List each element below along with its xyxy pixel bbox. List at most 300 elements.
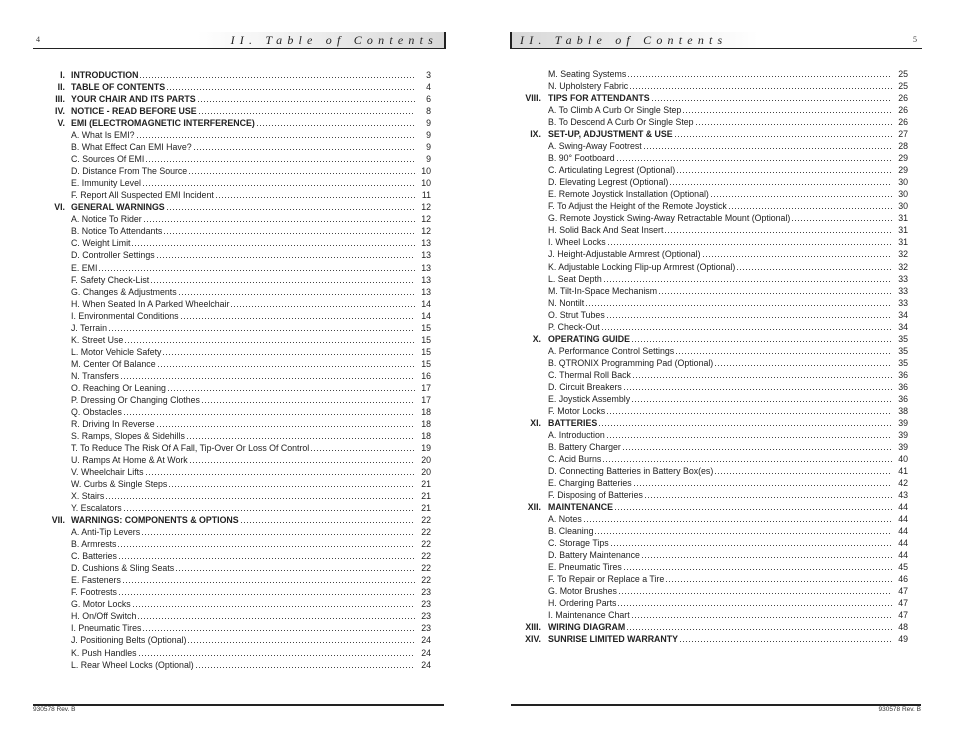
toc-dot-leader bbox=[603, 280, 892, 283]
toc-page-number: 22 bbox=[421, 551, 431, 562]
toc-section-number: III. bbox=[55, 94, 65, 105]
toc-entry-title: C. Batteries bbox=[71, 551, 117, 562]
toc-section-entry[interactable] bbox=[500, 633, 908, 645]
toc-dot-leader bbox=[728, 207, 892, 210]
toc-page-number: 31 bbox=[898, 213, 908, 224]
toc-subsection-entry[interactable] bbox=[500, 465, 908, 477]
toc-subsection-entry[interactable] bbox=[500, 573, 908, 585]
toc-subsection-entry[interactable] bbox=[500, 309, 908, 321]
toc-page-number: 15 bbox=[421, 322, 431, 333]
toc-subsection-entry[interactable] bbox=[500, 561, 908, 573]
toc-page-number: 13 bbox=[421, 274, 431, 285]
footer-doc-number: 930578 Rev. B bbox=[33, 706, 76, 713]
toc-entry-title: N. Nontilt bbox=[548, 297, 585, 308]
toc-entry-title: M. Tilt-In-Space Mechanism bbox=[548, 285, 658, 296]
toc-entry-title: A. Notes bbox=[548, 514, 582, 525]
toc-dot-leader bbox=[631, 616, 892, 619]
toc-entry-title: O. Strut Tubes bbox=[548, 309, 605, 320]
toc-page-number: 42 bbox=[898, 478, 908, 489]
toc-page-number: 25 bbox=[898, 81, 908, 92]
page-number: 5 bbox=[913, 35, 917, 44]
toc-subsection-entry[interactable] bbox=[500, 273, 908, 285]
toc-dot-leader bbox=[631, 400, 892, 403]
toc-subsection-entry[interactable] bbox=[500, 80, 908, 92]
toc-page-number: 20 bbox=[421, 467, 431, 478]
toc-page-number: 9 bbox=[426, 142, 431, 153]
toc-subsection-entry[interactable] bbox=[500, 285, 908, 297]
page-number: 4 bbox=[36, 35, 40, 44]
toc-page-number: 33 bbox=[898, 297, 908, 308]
toc-entry-title: A. Anti-Tip Levers bbox=[71, 527, 141, 538]
toc-dot-leader bbox=[674, 135, 892, 138]
toc-dot-leader bbox=[736, 268, 892, 271]
toc-dot-leader bbox=[631, 340, 892, 343]
toc-page-number: 17 bbox=[421, 394, 431, 405]
toc-entry-title: C. Weight Limit bbox=[71, 238, 131, 249]
toc-dot-leader bbox=[626, 628, 892, 631]
toc-section-number: IX. bbox=[530, 129, 541, 140]
toc-subsection-entry[interactable] bbox=[500, 152, 908, 164]
toc-entry-title: F. Motor Locks bbox=[548, 405, 606, 416]
toc-entry-title: H. Ordering Parts bbox=[548, 598, 617, 609]
toc-page-number: 35 bbox=[898, 333, 908, 344]
toc-page-number: 9 bbox=[426, 130, 431, 141]
toc-dot-leader bbox=[669, 183, 892, 186]
toc-entry-title: E. Remote Joystick Installation (Optional) bbox=[548, 189, 709, 200]
toc-subsection-entry[interactable] bbox=[500, 321, 908, 333]
toc-section-entry[interactable] bbox=[500, 621, 908, 633]
toc-entry-title: I. Maintenance Chart bbox=[548, 610, 630, 621]
toc-section-entry[interactable] bbox=[500, 501, 908, 513]
toc-page-number: 25 bbox=[898, 69, 908, 79]
toc-page-number: 32 bbox=[898, 261, 908, 272]
toc-subsection-entry[interactable] bbox=[500, 261, 908, 273]
toc-subsection-entry[interactable] bbox=[500, 297, 908, 309]
toc-entry-title: F. To Adjust the Height of the Remote Joystick bbox=[548, 201, 727, 212]
toc-subsection-entry[interactable] bbox=[500, 525, 908, 537]
toc-entry-title: L. Seat Depth bbox=[548, 273, 602, 284]
toc-subsection-entry[interactable] bbox=[500, 453, 908, 465]
toc-entry-title: L. Rear Wheel Locks (Optional) bbox=[71, 659, 194, 670]
toc-dot-leader bbox=[594, 532, 892, 535]
toc-dot-leader bbox=[641, 556, 892, 559]
toc-page-number: 12 bbox=[421, 202, 431, 213]
toc-subsection-entry[interactable] bbox=[500, 537, 908, 549]
toc-dot-leader bbox=[676, 171, 892, 174]
toc-page-number: 24 bbox=[421, 635, 431, 646]
toc-page-number: 39 bbox=[898, 441, 908, 452]
toc-subsection-entry[interactable] bbox=[500, 381, 908, 393]
toc-dot-leader bbox=[682, 111, 892, 114]
toc-entry-title: H. Solid Back And Seat Insert bbox=[548, 225, 664, 236]
toc-page-number: 3 bbox=[426, 70, 431, 80]
toc-dot-leader bbox=[679, 640, 892, 643]
section-header-bar bbox=[33, 32, 446, 49]
toc-dot-leader bbox=[602, 460, 892, 463]
toc-page-number: 36 bbox=[898, 381, 908, 392]
toc-subsection-entry[interactable] bbox=[500, 369, 908, 381]
toc-dot-leader bbox=[658, 292, 892, 295]
toc-entry-title: M. Seating Systems bbox=[548, 69, 627, 79]
toc-entry-title: N. Transfers bbox=[71, 370, 119, 381]
toc-entry-title: SET-UP, ADJUSTMENT & USE bbox=[548, 129, 673, 140]
toc-subsection-entry[interactable] bbox=[500, 248, 908, 260]
toc-entry-title: A. What Is EMI? bbox=[71, 130, 135, 141]
toc-subsection-entry[interactable] bbox=[500, 393, 908, 405]
toc-entry-title: WARNINGS: COMPONENTS & OPTIONS bbox=[71, 515, 239, 526]
toc-page-number: 15 bbox=[421, 334, 431, 345]
toc-subsection-entry[interactable] bbox=[500, 104, 908, 116]
toc-entry-title: G. Changes & Adjustments bbox=[71, 286, 177, 297]
toc-page-number: 48 bbox=[898, 622, 908, 633]
footer-rule bbox=[511, 704, 921, 706]
toc-section-number: VII. bbox=[51, 515, 65, 526]
toc-section-number: X. bbox=[532, 333, 541, 344]
toc-subsection-entry[interactable] bbox=[500, 116, 908, 128]
toc-entry-title: C. Sources Of EMI bbox=[71, 154, 145, 165]
toc-entry-title: F. Report All Suspected EMI Incident bbox=[71, 190, 214, 201]
toc-entry-title: J. Terrain bbox=[71, 322, 108, 333]
section-header-title: II. Table of Contents bbox=[230, 33, 438, 47]
toc-entry-title: D. Battery Maintenance bbox=[548, 550, 640, 561]
toc-subsection-entry[interactable] bbox=[500, 441, 908, 453]
toc-entry-title: H. On/Off Switch bbox=[71, 611, 137, 622]
toc-subsection-entry[interactable] bbox=[500, 513, 908, 525]
toc-dot-leader bbox=[791, 219, 892, 222]
toc-dot-leader bbox=[623, 388, 892, 391]
toc-dot-leader bbox=[598, 424, 892, 427]
toc-dot-leader bbox=[664, 231, 892, 234]
toc-entry-title: E. Pneumatic Tires bbox=[548, 562, 622, 573]
toc-entry-title: J. Positioning Belts (Optional) bbox=[71, 635, 187, 646]
toc-dot-leader bbox=[714, 364, 892, 367]
toc-page-number: 45 bbox=[898, 562, 908, 573]
toc-dot-leader bbox=[622, 448, 892, 451]
toc-entry-title: D. Distance From The Source bbox=[71, 166, 188, 177]
toc-page-number: 31 bbox=[898, 237, 908, 248]
toc-page-number: 46 bbox=[898, 574, 908, 585]
toc-page-number: 21 bbox=[421, 479, 431, 490]
toc-subsection-entry[interactable] bbox=[500, 236, 908, 248]
toc-subsection-entry[interactable] bbox=[500, 597, 908, 609]
toc-entry-title: OPERATING GUIDE bbox=[548, 333, 630, 344]
toc-dot-leader bbox=[606, 436, 892, 439]
toc-entry-title: C. Thermal Roll Back bbox=[548, 369, 631, 380]
toc-entry-title: E. EMI bbox=[71, 262, 98, 273]
toc-section-number: IV. bbox=[55, 106, 65, 117]
toc-entry-title: INTRODUCTION bbox=[71, 70, 139, 80]
toc-entry-title: F. To Repair or Replace a Tire bbox=[548, 574, 665, 585]
toc-subsection-entry[interactable] bbox=[500, 200, 908, 212]
toc-page-number: 47 bbox=[898, 598, 908, 609]
toc-page-number: 12 bbox=[421, 226, 431, 237]
toc-page-number: 16 bbox=[421, 370, 431, 381]
toc-entry-title: W. Curbs & Single Steps bbox=[71, 479, 168, 490]
toc-subsection-entry[interactable] bbox=[500, 164, 908, 176]
toc-entry-title: K. Street Use bbox=[71, 334, 124, 345]
toc-entry-title: C. Acid Burns bbox=[548, 454, 602, 464]
toc-page-number: 44 bbox=[898, 502, 908, 513]
toc-entry-title: C. Articulating Legrest (Optional) bbox=[548, 165, 676, 176]
toc-page-number: 29 bbox=[898, 153, 908, 164]
toc-entry-title: M. Center Of Balance bbox=[71, 358, 156, 369]
toc-entry-title: E. Charging Batteries bbox=[548, 478, 632, 489]
toc-dot-leader bbox=[616, 159, 892, 162]
toc-page-number: 18 bbox=[421, 406, 431, 417]
toc-page-number: 47 bbox=[898, 610, 908, 621]
toc-subsection-entry[interactable] bbox=[500, 549, 908, 561]
toc-page-number: 36 bbox=[898, 393, 908, 404]
toc-entry-title: NOTICE - READ BEFORE USE bbox=[71, 106, 197, 117]
toc-page-number: 39 bbox=[898, 429, 908, 440]
toc-subsection-entry[interactable] bbox=[500, 477, 908, 489]
toc-page-number: 22 bbox=[421, 563, 431, 574]
toc-page-number: 14 bbox=[421, 298, 431, 309]
toc-entry-title: K. Adjustable Locking Flip-up Armrest (Optional) bbox=[548, 261, 736, 272]
toc-entry-title: F. Disposing of Batteries bbox=[548, 490, 643, 501]
toc-dot-leader bbox=[644, 496, 892, 499]
toc-entry-title: I. Environmental Conditions bbox=[71, 310, 179, 321]
toc-entry-title: I. Wheel Locks bbox=[548, 237, 606, 248]
toc-section-number: XIII. bbox=[525, 622, 541, 633]
toc-dot-leader bbox=[617, 604, 892, 607]
toc-entry-title: X. Stairs bbox=[71, 491, 105, 502]
toc-subsection-entry[interactable] bbox=[500, 224, 908, 236]
toc-subsection-entry[interactable] bbox=[500, 176, 908, 188]
toc-entry-title: G. Motor Brushes bbox=[548, 586, 617, 597]
toc-dot-leader bbox=[633, 484, 892, 487]
toc-page-number: 6 bbox=[426, 94, 431, 105]
toc-entry-title: E. Immunity Level bbox=[71, 178, 141, 189]
section-header-title: II. Table of Contents bbox=[520, 33, 728, 47]
toc-subsection-entry[interactable] bbox=[500, 345, 908, 357]
toc-section-number: VIII. bbox=[525, 93, 541, 104]
toc-page-number: 34 bbox=[898, 309, 908, 320]
toc-entry-title: A. To Climb A Curb Or Single Step bbox=[548, 105, 682, 116]
toc-entry-title: J. Height-Adjustable Armrest (Optional) bbox=[548, 249, 701, 260]
toc-page-number: 47 bbox=[898, 586, 908, 597]
toc-page-number: 43 bbox=[898, 490, 908, 501]
toc-dot-leader bbox=[610, 544, 892, 547]
toc-entry-title: B. Battery Charger bbox=[548, 441, 621, 452]
toc-entry-title: D. Elevating Legrest (Optional) bbox=[548, 177, 669, 188]
toc-page-number: 10 bbox=[421, 166, 431, 177]
toc-dot-leader bbox=[629, 87, 892, 90]
toc-entry-title: L. Motor Vehicle Safety bbox=[71, 346, 162, 357]
toc-entry-title: P. Check-Out bbox=[548, 321, 600, 332]
toc-page-number: 13 bbox=[421, 238, 431, 249]
toc-section-entry[interactable] bbox=[500, 333, 908, 345]
toc-page-number: 36 bbox=[898, 369, 908, 380]
toc-entry-title: R. Driving In Reverse bbox=[71, 418, 155, 429]
toc-section-number: II. bbox=[57, 82, 65, 93]
toc-page-number: 35 bbox=[898, 357, 908, 368]
toc-page-number: 23 bbox=[421, 623, 431, 634]
toc-entry-title: T. To Reduce The Risk Of A Fall, Tip-Over Or Loss Of Control bbox=[71, 442, 310, 453]
toc-section-number: XIV. bbox=[525, 634, 541, 645]
toc-subsection-entry[interactable] bbox=[500, 609, 908, 621]
toc-entry-title: E. Fasteners bbox=[71, 575, 121, 586]
toc-entry-title: N. Upholstery Fabric bbox=[548, 81, 629, 92]
toc-dot-leader bbox=[601, 328, 892, 331]
toc-page-number: 29 bbox=[898, 165, 908, 176]
toc-page-number: 8 bbox=[426, 106, 431, 117]
toc-page-number: 28 bbox=[898, 141, 908, 152]
toc-dot-leader bbox=[702, 255, 892, 258]
toc-page-number: 24 bbox=[421, 659, 431, 670]
toc-page-number: 26 bbox=[898, 93, 908, 104]
toc-subsection-entry[interactable] bbox=[500, 188, 908, 200]
toc-entry-title: D. Circuit Breakers bbox=[548, 381, 622, 392]
toc-section-number: XII. bbox=[527, 502, 541, 513]
toc-page-number: 18 bbox=[421, 418, 431, 429]
toc-dot-leader bbox=[710, 195, 892, 198]
toc-page-number: 11 bbox=[421, 190, 431, 201]
toc-page-number: 40 bbox=[898, 454, 908, 464]
toc-entry-title: C. Storage Tips bbox=[548, 538, 609, 549]
toc-entry-title: I. Pneumatic Tires bbox=[71, 623, 142, 634]
toc-page-number: 24 bbox=[421, 647, 431, 658]
toc-subsection-entry[interactable] bbox=[500, 585, 908, 597]
toc-dot-leader bbox=[623, 568, 892, 571]
toc-entry-title: A. Notice To Rider bbox=[71, 214, 142, 225]
section-header-bar bbox=[510, 32, 922, 49]
toc-page-number: 18 bbox=[421, 430, 431, 441]
toc-page-number: 22 bbox=[421, 539, 431, 550]
toc-entry-title: E. Joystick Assembly bbox=[548, 393, 631, 404]
toc-dot-leader bbox=[714, 472, 892, 475]
toc-dot-leader bbox=[651, 99, 892, 102]
footer-doc-number: 930578 Rev. B bbox=[878, 706, 921, 713]
toc-entry-title: K. Push Handles bbox=[71, 647, 137, 658]
toc-page-number: 22 bbox=[421, 515, 431, 526]
toc-entry-title: B. Armrests bbox=[71, 539, 117, 550]
toc-entry-title: Q. Obstacles bbox=[71, 406, 122, 417]
toc-entry-title: Y. Escalators bbox=[71, 503, 122, 514]
toc-page-number: 23 bbox=[421, 611, 431, 622]
toc-subsection-entry[interactable] bbox=[500, 212, 908, 224]
toc-subsection-entry[interactable] bbox=[500, 140, 908, 152]
toc-dot-leader bbox=[627, 75, 892, 78]
toc-page-number: 30 bbox=[898, 189, 908, 200]
toc-entry-title: V. Wheelchair Lifts bbox=[71, 467, 144, 478]
toc-entry-title: MAINTENANCE bbox=[548, 502, 613, 513]
toc-page-number: 44 bbox=[898, 550, 908, 561]
toc-entry-title: YOUR CHAIR AND ITS PARTS bbox=[71, 94, 196, 105]
toc-page-number: 21 bbox=[421, 503, 431, 514]
toc-page-number: 23 bbox=[421, 587, 431, 598]
toc-entry-title: B. Cleaning bbox=[548, 526, 594, 537]
toc-page-number: 10 bbox=[421, 178, 431, 189]
table-of-contents bbox=[500, 68, 908, 646]
toc-page-number: 31 bbox=[898, 225, 908, 236]
toc-page-number: 13 bbox=[421, 286, 431, 297]
toc-entry-title: TIPS FOR ATTENDANTS bbox=[548, 93, 650, 104]
toc-subsection-entry[interactable] bbox=[500, 429, 908, 441]
toc-entry-title: BATTERIES bbox=[548, 417, 598, 428]
toc-subsection-entry[interactable] bbox=[500, 357, 908, 369]
toc-entry-title: U. Ramps At Home & At Work bbox=[71, 455, 188, 465]
toc-page-number: 19 bbox=[421, 442, 431, 453]
toc-entry-title: B. Notice To Attendants bbox=[71, 226, 163, 237]
toc-entry-title: B. What Effect Can EMI Have? bbox=[71, 142, 192, 153]
toc-entry-title: S. Ramps, Slopes & Sidehills bbox=[71, 430, 185, 441]
toc-entry-title: SUNRISE LIMITED WARRANTY bbox=[548, 634, 678, 645]
toc-entry-title: GENERAL WARNINGS bbox=[71, 202, 165, 213]
toc-page-number: 13 bbox=[421, 250, 431, 261]
toc-entry-title: F. Safety Check-List bbox=[71, 274, 150, 285]
toc-page-number: 41 bbox=[898, 466, 908, 477]
toc-page-number: 9 bbox=[426, 154, 431, 165]
toc-dot-leader bbox=[606, 412, 892, 415]
toc-page-number: 30 bbox=[898, 177, 908, 188]
toc-page-number: 33 bbox=[898, 285, 908, 296]
toc-entry-title: D. Cushions & Sling Seats bbox=[71, 563, 175, 574]
toc-page-number: 23 bbox=[421, 599, 431, 610]
toc-dot-leader bbox=[618, 592, 892, 595]
toc-page-number: 4 bbox=[426, 82, 431, 93]
toc-page-number: 9 bbox=[426, 118, 431, 129]
toc-page-number: 26 bbox=[898, 117, 908, 128]
toc-page-number: 15 bbox=[421, 358, 431, 369]
toc-dot-leader bbox=[607, 243, 892, 246]
toc-subsection-entry[interactable] bbox=[500, 68, 908, 80]
toc-entry-title: D. Controller Settings bbox=[71, 250, 155, 261]
toc-entry-title: G. Remote Joystick Swing-Away Retractable Mount (Optional) bbox=[548, 213, 791, 224]
toc-entry-title: D. Connecting Batteries in Battery Box(es) bbox=[548, 466, 714, 477]
toc-page-number: 35 bbox=[898, 345, 908, 356]
toc-page-number: 44 bbox=[898, 538, 908, 549]
toc-entry-title: A. Swing-Away Footrest bbox=[548, 141, 642, 152]
toc-entry-title: B. QTRONIX Programming Pad (Optional) bbox=[548, 357, 714, 368]
toc-entry-title: A. Introduction bbox=[548, 429, 605, 440]
toc-section-number: XI. bbox=[530, 417, 541, 428]
toc-page-number: 22 bbox=[421, 575, 431, 586]
toc-section-entry[interactable] bbox=[500, 417, 908, 429]
toc-entry-title: A. Performance Control Settings bbox=[548, 345, 675, 356]
toc-section-number: I. bbox=[60, 70, 65, 80]
toc-section-number: V. bbox=[57, 118, 65, 129]
toc-page-number: 26 bbox=[898, 105, 908, 116]
toc-section-entry[interactable] bbox=[500, 92, 908, 104]
toc-page-number: 20 bbox=[421, 455, 431, 465]
toc-section-number: VI. bbox=[54, 202, 65, 213]
toc-subsection-entry[interactable] bbox=[500, 489, 908, 501]
toc-page-number: 15 bbox=[421, 346, 431, 357]
toc-page-number: 22 bbox=[421, 527, 431, 538]
toc-page-number: 49 bbox=[898, 634, 908, 645]
toc-dot-leader bbox=[695, 123, 892, 126]
toc-page-number: 32 bbox=[898, 249, 908, 260]
toc-entry-title: O. Reaching Or Leaning bbox=[71, 382, 166, 393]
toc-section-entry[interactable] bbox=[500, 128, 908, 140]
toc-dot-leader bbox=[643, 147, 892, 150]
toc-subsection-entry[interactable] bbox=[500, 405, 908, 417]
toc-page-number: 27 bbox=[898, 129, 908, 140]
toc-entry-title: B. To Descend A Curb Or Single Step bbox=[548, 117, 694, 128]
toc-page-number: 39 bbox=[898, 417, 908, 428]
toc-page-number: 13 bbox=[421, 262, 431, 273]
toc-page-number: 38 bbox=[898, 405, 908, 416]
toc-dot-leader bbox=[606, 316, 892, 319]
toc-dot-leader bbox=[675, 352, 892, 355]
toc-entry-title: F. Footrests bbox=[71, 587, 117, 598]
toc-page-number: 34 bbox=[898, 321, 908, 332]
toc-dot-leader bbox=[665, 580, 892, 583]
toc-page-number: 14 bbox=[421, 310, 431, 321]
toc-entry-title: P. Dressing Or Changing Clothes bbox=[71, 394, 200, 405]
toc-page-number: 17 bbox=[421, 382, 431, 393]
